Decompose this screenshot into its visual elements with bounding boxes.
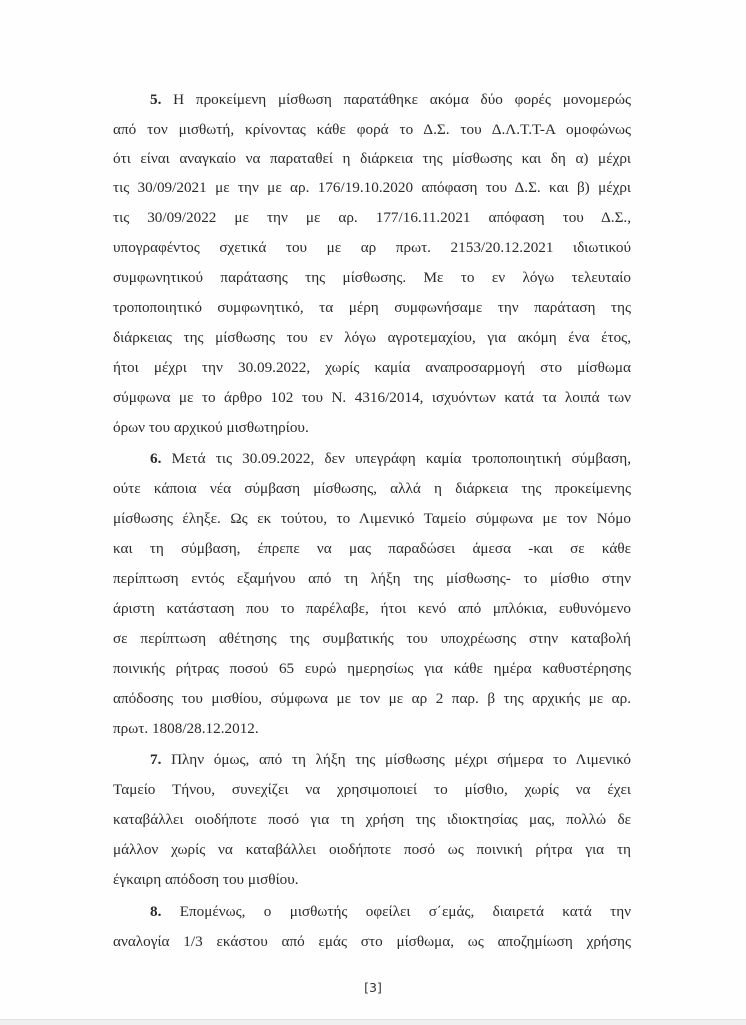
text-line: 6. Μετά τις 30.09.2022, δεν υπεγράφη καμία τροποποιητική σύμβαση, bbox=[150, 450, 631, 467]
paragraph-number: 8. bbox=[150, 903, 162, 920]
text-line: Ταμείο Τήνου, συνεχίζει να χρησιμοποιεί το μίσθιο, χωρίς να έχει bbox=[113, 781, 631, 798]
text-line: 5. Η προκείμενη μίσθωση παρατάθηκε ακόμα δύο φορές μονομερώς bbox=[150, 91, 632, 108]
text-line: ήτοι μέχρι την 30.09.2022, χωρίς καμία αναπροσαρμογή στο μίσθωμα bbox=[113, 359, 631, 376]
page-number: [3] bbox=[364, 980, 382, 995]
text-line: σύμφωνα με το άρθρο 102 του Ν. 4316/2014, ισχυόντων κατά τα λοιπά των bbox=[113, 389, 631, 406]
text-line: έγκαιρη απόδοση του μισθίου. bbox=[113, 871, 299, 888]
text-line: τις 30/09/2021 με την με αρ. 176/19.10.2020 απόφαση του Δ.Σ. και β) μέχρι bbox=[113, 179, 631, 196]
paragraph-number: 5. bbox=[150, 91, 162, 108]
paragraph-number: 7. bbox=[150, 751, 162, 768]
text-line: υπογραφέντος σχετικά του με αρ πρωτ. 2153/20.12.2021 ιδιωτικού bbox=[113, 239, 631, 256]
text-line: και τη σύμβαση, έπρεπε να μας παραδώσει άμεσα -και σε κάθε bbox=[113, 540, 631, 557]
text-line: αναλογία 1/3 εκάστου από εμάς στο μίσθωμα, ως αποζημίωση χρήσης bbox=[113, 933, 631, 950]
text-line: άριστη κατάσταση που το παρέλαβε, ήτοι κενό από μπλόκια, ευθυνόμενο bbox=[113, 600, 631, 617]
text-line: ούτε κάποια νέα σύμβαση μίσθωσης, αλλά η διάρκεια της προκείμενης bbox=[113, 480, 631, 497]
text-line: τροποποιητικό συμφωνητικό, τα μέρη συμφωνήσαμε την παράταση της bbox=[113, 299, 631, 316]
text-line: ποινικής ρήτρας ποσού 65 ευρώ ημερησίως για κάθε ημέρα καθυστέρησης bbox=[113, 660, 631, 677]
text-line: διάρκειας της μίσθωσης του εν λόγω αγροτεμαχίου, για ακόμη ένα έτος, bbox=[113, 329, 631, 346]
text-line: τις 30/09/2022 με την με αρ. 177/16.11.2021 απόφαση του Δ.Σ., bbox=[113, 209, 631, 226]
text-line: μάλλον χωρίς να καταβάλλει οιοδήποτε ποσό ως ποινική ρήτρα για τη bbox=[113, 841, 631, 858]
text-line: μίσθωσης έληξε. Ως εκ τούτου, το Λιμενικό Ταμείο σύμφωνα με τον Νόμο bbox=[113, 510, 631, 527]
text-line: συμφωνητικού παράτασης της μίσθωσης. Με το εν λόγω τελευταίο bbox=[113, 269, 631, 286]
text-line: ότι είναι αναγκαίο να παραταθεί η διάρκεια της μίσθωσης και δη α) μέχρι bbox=[113, 150, 631, 167]
text-line: περίπτωση εντός εξαμήνου από τη λήξη της μίσθωσης- το μίσθιο στην bbox=[113, 570, 631, 587]
text-line: από τον μισθωτή, κρίνοντας κάθε φορά το Δ.Σ. του Δ.Λ.Τ.Τ-Α ομοφώνως bbox=[113, 121, 631, 138]
text-line: πρωτ. 1808/28.12.2012. bbox=[113, 720, 259, 737]
text-line: όρων του αρχικού μισθωτηρίου. bbox=[113, 419, 309, 436]
text-line: σε περίπτωση αθέτησης της συμβατικής του υποχρέωσης στην καταβολή bbox=[113, 630, 631, 647]
page-bottom-edge bbox=[0, 1019, 746, 1025]
text-line: 7. Πλην όμως, από τη λήξη της μίσθωσης μέχρι σήμερα το Λιμενικό bbox=[150, 751, 631, 768]
paragraph-number: 6. bbox=[150, 450, 162, 467]
text-line: 8. Επομένως, ο μισθωτής οφείλει σ΄εμάς, διαιρετά κατά την bbox=[150, 903, 631, 920]
text-line: απόδοσης του μισθίου, σύμφωνα με τον με αρ 2 παρ. β της αρχικής με αρ. bbox=[113, 690, 631, 707]
text-line: καταβάλλει οιοδήποτε ποσό για τη χρήση της ιδιοκτησίας μας, πολλώ δε bbox=[113, 811, 631, 828]
